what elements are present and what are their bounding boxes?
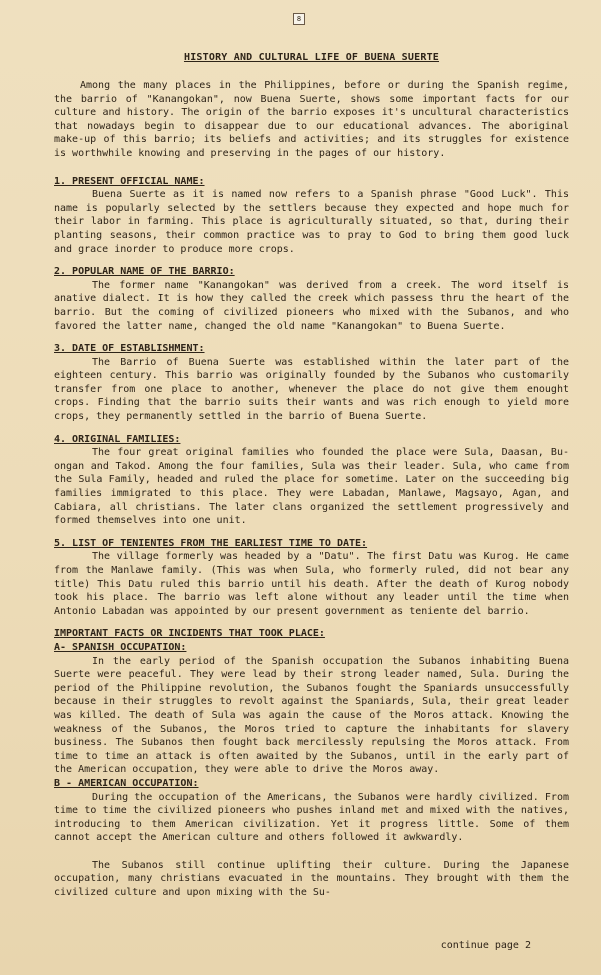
section-official-name — [54, 175, 569, 257]
section-heading: 2. POPULAR NAME OF THE BARRIO: — [54, 266, 235, 278]
section-body: The village formerly was headed by a "Datu". The first Datu was Kurog. He came from the Manlawe family. (This was when Sula, who formerly ruled, did not bear any title) This Datu ruled this barrio until his death. After the death of Kurog nobody took his place. The barrio was left alone without any leader until the time when Antonio Labadan was appointed by our present government as teniente del barrio. — [54, 551, 569, 617]
page-marker: 8 — [293, 13, 305, 25]
section-original-families — [54, 433, 569, 528]
closing-paragraph: The Subanos still continue uplifting their culture. During the Japanese occupation, many christians evacuated in the mountains. They brought with them the civilized culture and upon mixing with the Su- — [54, 859, 569, 899]
section-popular-name — [54, 265, 569, 333]
section-establishment — [54, 342, 569, 424]
section-heading: 5. LIST OF TENIENTES FROM THE EARLIEST TIME TO DATE: — [54, 537, 368, 549]
continue-note: continue page 2 — [440, 940, 531, 951]
document-title: HISTORY AND CULTURAL LIFE OF BUENA SUERTE — [183, 52, 440, 63]
american-occupation-heading: B - AMERICAN OCCUPATION: — [54, 777, 199, 789]
section-body: The Barrio of Buena Suerte was established within the later part of the eighteen century. This barrio was originally founded by the Subanos who customarily transfer from one place to another, whenever the place do not give them enought crops. Finding that the barrio suits their wants and was rich enough to yield more crops, they permanently settled in the barrio of Buena Suerte. — [54, 356, 569, 423]
section-body: Buena Suerte as it is named now refers to a Spanish phrase "Good Luck". This name is popularly selected by the settlers because they expected and hope much for their labor in farming. This place is agriculturally situated, so that, during their planting seasons, their common practice was to pray to God to bring them good luck and grace inorder to produce more crops. — [54, 189, 569, 255]
american-occupation-body: During the occupation of the Americans, the Subanos were hardly civilized. From time to time the civilized pioneers who pushes inland met and mixed with the natives, introducing to them American civilization. Yet it progress little. Some of them cannot accept the American culture and others followed it awkwardly. — [54, 791, 569, 844]
section-tenientes — [54, 537, 569, 619]
section-body: The former name "Kanangokan" was derived from a creek. The word itself is anative dialect. It is how they called the creek which passess thru the heart of the barrio. But the coming of civilized pioneers who mixed with the Subanos, and who favored the latter name, changed the old name "Kanangokan" to Buena Suerte. — [54, 279, 569, 332]
section-important-facts — [54, 627, 569, 845]
section-body: The four great original families who founded the place were Sula, Daasan, Bu-ongan and Takod. Among the four families, Sula was their leader. Sula, who came from the Sula Family, headed and ruled the place for sometime. Later on the succeeding big families immigrated to this place. They were Labadan, Manlawe, Magsayo, Agan, and Cabiara, all christians. The later clans organized the settlement progressively and formed themselves into one unit. — [54, 447, 569, 527]
section-heading: 4. ORIGINAL FAMILIES: — [54, 433, 181, 445]
spanish-occupation-body: In the early period of the Spanish occupation the Subanos inhabiting Buena Suerte were peaceful. They were lead by their strong leader named, Sula. During the period of the Philippine revolution, the Subanos fought the Spaniards unsuccessfully because in their struggles to revolt against the Spaniards, Sula, their great leader was killed. The death of Sula was again the cause of the Moros attack. Knowing the weakness of the Subanos, the Moros tried to capture the inhabitants for slavery business. The Subanos then fought back mercilessly repulsing the Moros attack. From time to time an attack is often awaited by the Subanos, until in the early part of the American occupation, they were able to drive the Moros away. — [54, 655, 569, 776]
section-heading: 3. DATE OF ESTABLISHMENT: — [54, 343, 205, 355]
spanish-occupation-heading: A- SPANISH OCCUPATION: — [54, 641, 187, 653]
intro-paragraph: Among the many places in the Philippines, before or during the Spanish regime, the barrio of "Kanangokan", now Buena Suerte, shows some important facts for our culture and history. The origin of the barrio exposes it's uncultural characteristics that nowadays begin to disappear due to our educational advances. The aboriginal make-up of this barrio; its beliefs and activities; and its struggles for existence is worthwhile knowing and preserving in the pages of our history. — [54, 80, 569, 159]
important-facts-heading: IMPORTANT FACTS OR INCIDENTS THAT TOOK PLACE: — [54, 628, 325, 640]
section-heading: 1. PRESENT OFFICIAL NAME: — [54, 175, 205, 187]
